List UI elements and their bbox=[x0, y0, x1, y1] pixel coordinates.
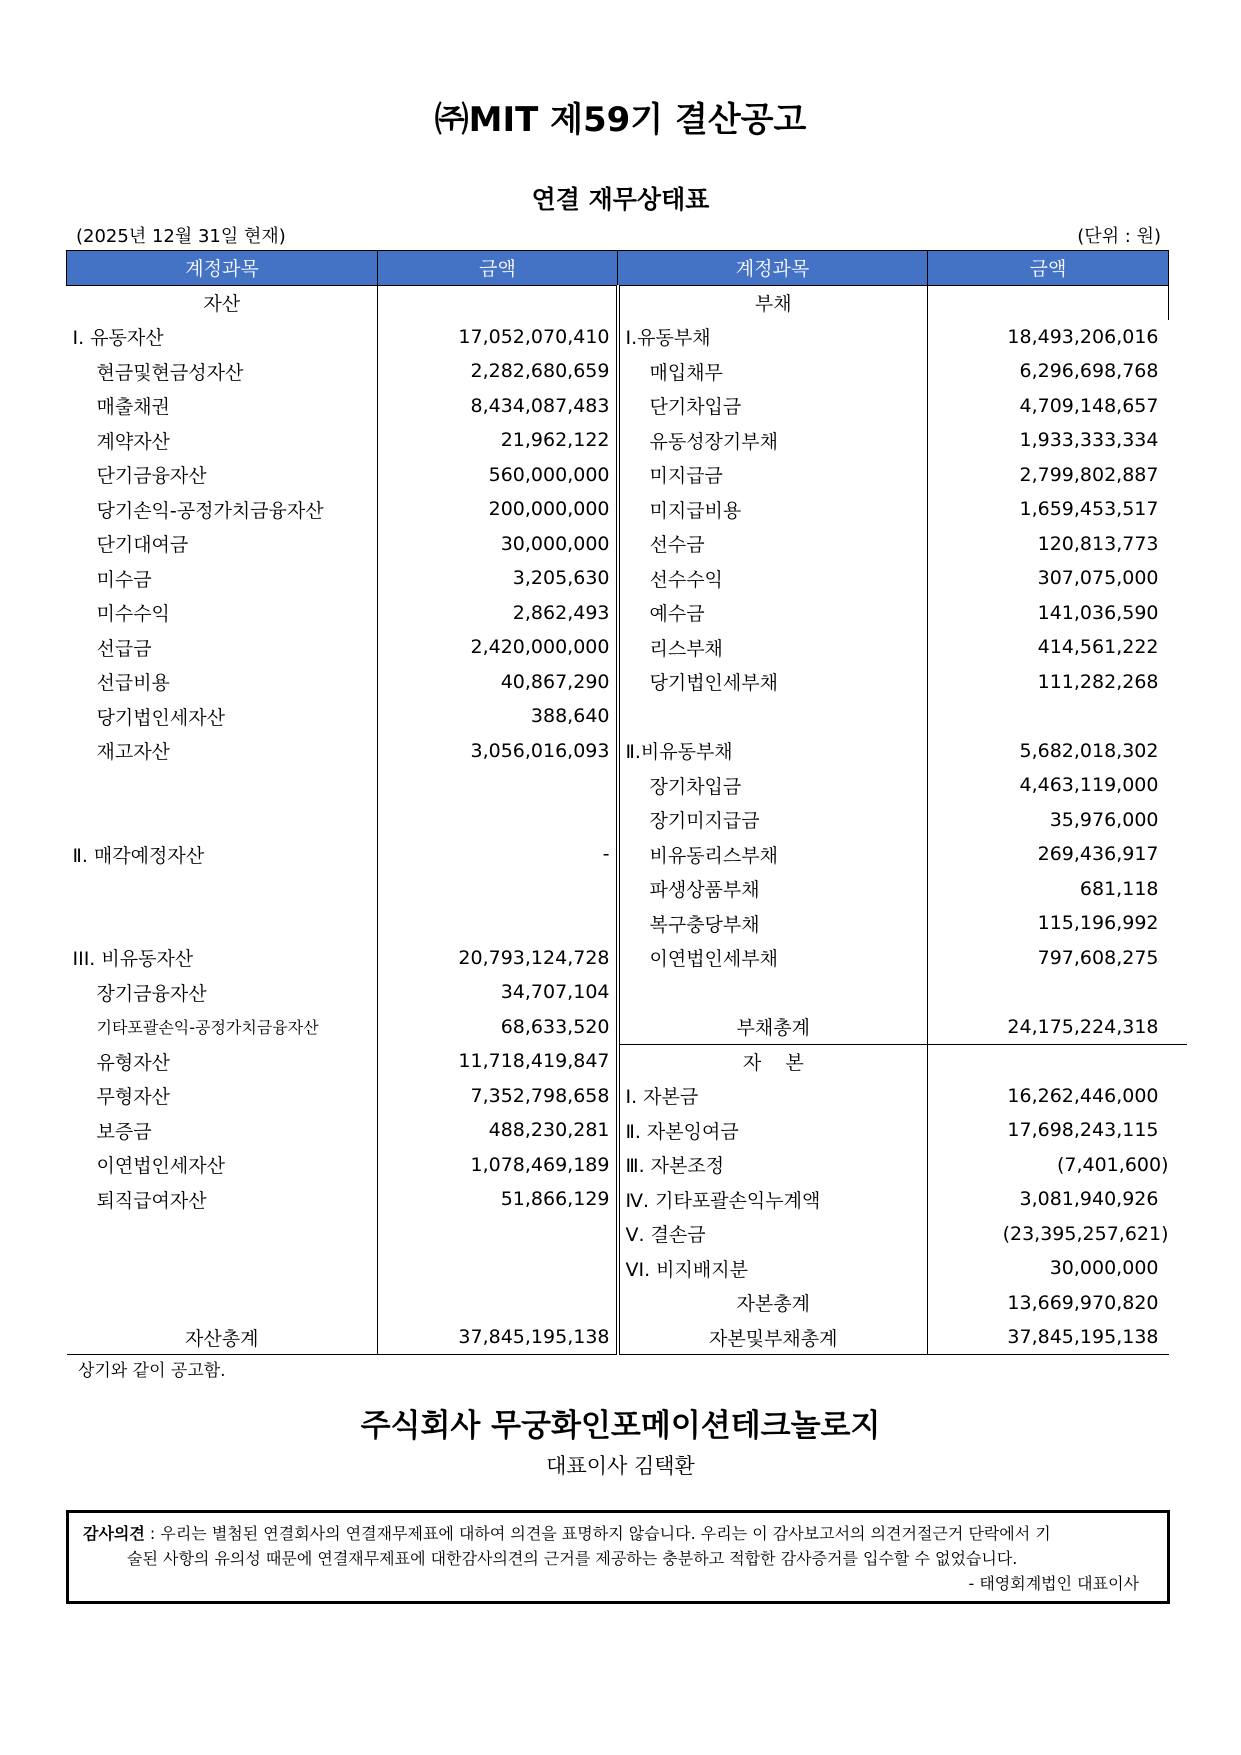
audit-signer: - 태영회계법인 대표이사 bbox=[968, 1574, 1139, 1593]
asset-account: Ⅱ. 매각예정자산 bbox=[72, 844, 205, 867]
liability-equity-amount: 4,709,148,657 bbox=[928, 389, 1169, 424]
liability-equity-amount: 111,282,268 bbox=[928, 665, 1169, 700]
liability-equity-amount: 115,196,992 bbox=[928, 906, 1169, 941]
liability-equity-account bbox=[618, 975, 928, 1010]
liability-equity-account: Ⅲ. 자본조정 bbox=[618, 1148, 928, 1183]
asset-account: 보증금 bbox=[96, 1120, 152, 1143]
spacer-cell bbox=[1169, 803, 1187, 838]
spacer-cell bbox=[1169, 941, 1187, 976]
asset-amount: 2,282,680,659 bbox=[378, 354, 618, 389]
table-row bbox=[67, 1217, 1187, 1252]
asset-amount: 51,866,129 bbox=[378, 1182, 618, 1217]
table-row bbox=[67, 906, 1187, 941]
spacer-cell bbox=[1169, 1286, 1187, 1321]
spacer-cell bbox=[1169, 975, 1187, 1010]
asset-amount: 3,205,630 bbox=[378, 561, 618, 596]
liability-equity-amount bbox=[928, 975, 1169, 1010]
spacer-cell bbox=[1169, 389, 1187, 424]
table-row bbox=[67, 630, 1187, 665]
asset-account bbox=[67, 1217, 378, 1252]
table-row bbox=[67, 1286, 1187, 1321]
liability-equity-amount: 307,075,000 bbox=[928, 561, 1169, 596]
asset-account: 현금및현금성자산 bbox=[96, 361, 244, 384]
asset-amount: 8,434,087,483 bbox=[378, 389, 618, 424]
liability-equity-account: 자본및부채총계 bbox=[618, 1320, 928, 1355]
spacer-cell bbox=[1169, 630, 1187, 665]
table-header-row bbox=[67, 251, 1187, 286]
spacer-cell bbox=[1169, 1320, 1187, 1355]
liability-equity-account bbox=[618, 699, 928, 734]
asset-amount: - bbox=[378, 837, 618, 872]
asset-amount: 20,793,124,728 bbox=[378, 941, 618, 976]
table-row bbox=[67, 837, 1187, 872]
blank-cell bbox=[378, 285, 618, 320]
spacer-cell bbox=[1169, 423, 1187, 458]
spacer-cell bbox=[1169, 1010, 1187, 1045]
liability-equity-account: 단기차입금 bbox=[618, 389, 928, 424]
asset-account: 자산총계 bbox=[67, 1320, 378, 1355]
liability-equity-account: 미지급비용 bbox=[618, 492, 928, 527]
spacer-cell bbox=[1169, 596, 1187, 631]
liability-equity-account: 파생상품부채 bbox=[618, 872, 928, 907]
table-row bbox=[67, 458, 1187, 493]
table-row bbox=[67, 389, 1187, 424]
liability-equity-account: 선수수익 bbox=[618, 561, 928, 596]
liability-equity-account: Ⅰ. 자본금 bbox=[618, 1079, 928, 1114]
asset-account: 선급비용 bbox=[96, 672, 170, 695]
asset-account bbox=[67, 768, 378, 803]
table-row bbox=[67, 1251, 1187, 1286]
table-row bbox=[67, 941, 1187, 976]
table-row bbox=[67, 699, 1187, 734]
liability-equity-amount: 37,845,195,138 bbox=[928, 1320, 1169, 1355]
table-row bbox=[67, 1320, 1187, 1355]
audit-opinion-box bbox=[66, 1510, 1170, 1604]
liability-equity-amount: 2,799,802,887 bbox=[928, 458, 1169, 493]
asset-amount: 40,867,290 bbox=[378, 665, 618, 700]
spacer-cell bbox=[1169, 320, 1187, 355]
liability-equity-amount: 30,000,000 bbox=[928, 1251, 1169, 1286]
audit-opinion-text-2: 술된 사항의 유의성 때문에 연결재무제표에 대한감사의견의 근거를 제공하는 충분하고 적합한 감사증거를 입수할 수 없었습니다. bbox=[127, 1549, 1018, 1568]
asset-account bbox=[67, 906, 378, 941]
table-row bbox=[67, 527, 1187, 562]
liabilities-section-label: 부채 bbox=[618, 285, 928, 320]
asset-account: 유형자산 bbox=[96, 1051, 170, 1074]
table-row bbox=[67, 596, 1187, 631]
liability-equity-amount: 5,682,018,302 bbox=[928, 734, 1169, 769]
table-row bbox=[67, 665, 1187, 700]
liability-equity-amount: 1,659,453,517 bbox=[928, 492, 1169, 527]
liability-equity-amount: (7,401,600) bbox=[928, 1148, 1169, 1183]
header-amount-right: 금액 bbox=[928, 251, 1169, 286]
table-row bbox=[67, 768, 1187, 803]
balance-sheet-table bbox=[66, 250, 1187, 1355]
spacer-cell bbox=[1169, 665, 1187, 700]
liability-equity-account: 리스부채 bbox=[618, 630, 928, 665]
asset-account bbox=[67, 1251, 378, 1286]
blank-cell bbox=[928, 285, 1169, 320]
liability-equity-amount bbox=[928, 699, 1169, 734]
spacer-cell bbox=[1169, 699, 1187, 734]
table-row bbox=[67, 1079, 1187, 1114]
audit-opinion-label: 감사의견 bbox=[83, 1524, 145, 1543]
asset-amount bbox=[378, 768, 618, 803]
spacer-cell bbox=[1169, 837, 1187, 872]
liability-equity-amount: 13,669,970,820 bbox=[928, 1286, 1169, 1321]
spacer-cell bbox=[1169, 527, 1187, 562]
spacer-cell bbox=[1169, 872, 1187, 907]
table-row bbox=[67, 423, 1187, 458]
spacer-cell bbox=[1169, 906, 1187, 941]
asset-amount: 3,056,016,093 bbox=[378, 734, 618, 769]
spacer-cell bbox=[1169, 1044, 1187, 1079]
liability-equity-account: 유동성장기부채 bbox=[618, 423, 928, 458]
spacer-cell bbox=[1169, 1217, 1187, 1252]
liability-equity-amount: 16,262,446,000 bbox=[928, 1079, 1169, 1114]
spacer-cell bbox=[1169, 354, 1187, 389]
liability-equity-account: 미지급금 bbox=[618, 458, 928, 493]
asset-amount bbox=[378, 1217, 618, 1252]
liability-equity-amount: 797,608,275 bbox=[928, 941, 1169, 976]
asset-amount: 2,862,493 bbox=[378, 596, 618, 631]
ceo-name: 대표이사 김택환 bbox=[546, 1454, 695, 1478]
asset-amount: 7,352,798,658 bbox=[378, 1079, 618, 1114]
asset-account: 미수금 bbox=[96, 568, 152, 591]
asset-amount: 11,718,419,847 bbox=[378, 1044, 618, 1079]
asset-amount: 37,845,195,138 bbox=[378, 1320, 618, 1355]
asset-account: 단기대여금 bbox=[96, 534, 189, 557]
asset-account: 무형자산 bbox=[96, 1086, 170, 1109]
liability-equity-account: 매입채무 bbox=[618, 354, 928, 389]
asset-amount: 560,000,000 bbox=[378, 458, 618, 493]
spacer-cell bbox=[1169, 734, 1187, 769]
liability-equity-account: 자본총계 bbox=[618, 1286, 928, 1321]
asset-account bbox=[67, 803, 378, 838]
liability-equity-account: 복구충당부채 bbox=[618, 906, 928, 941]
liability-equity-account: 부채총계 bbox=[618, 1010, 928, 1045]
asset-amount: 68,633,520 bbox=[378, 1010, 618, 1045]
liability-equity-account: 이연법인세부채 bbox=[618, 941, 928, 976]
header-account-right: 계정과목 bbox=[618, 251, 928, 286]
liability-equity-account: 당기법인세부채 bbox=[618, 665, 928, 700]
liability-equity-amount: 24,175,224,318 bbox=[928, 1010, 1169, 1045]
spacer-cell bbox=[1169, 1079, 1187, 1114]
asset-amount: 21,962,122 bbox=[378, 423, 618, 458]
liability-equity-account: 장기미지급금 bbox=[618, 803, 928, 838]
table-row bbox=[67, 734, 1187, 769]
liability-equity-amount: 6,296,698,768 bbox=[928, 354, 1169, 389]
page-title: ㈜MIT 제59기 결산공고 bbox=[434, 100, 807, 140]
liability-equity-account: 비유동리스부채 bbox=[618, 837, 928, 872]
asset-amount: 17,052,070,410 bbox=[378, 320, 618, 355]
liability-equity-amount: 18,493,206,016 bbox=[928, 320, 1169, 355]
asset-account: 장기금융자산 bbox=[96, 982, 207, 1005]
asset-account: Ⅰ. 유동자산 bbox=[72, 327, 164, 350]
header-amount-left: 금액 bbox=[378, 251, 618, 286]
table-row bbox=[67, 492, 1187, 527]
liability-equity-amount: 681,118 bbox=[928, 872, 1169, 907]
spacer-cell bbox=[1169, 458, 1187, 493]
liability-equity-account: 선수금 bbox=[618, 527, 928, 562]
asset-account: 단기금융자산 bbox=[96, 465, 207, 488]
assets-section-label: 자산 bbox=[203, 293, 241, 315]
asset-account: 선급금 bbox=[96, 637, 152, 660]
table-row bbox=[67, 561, 1187, 596]
table-row bbox=[67, 975, 1187, 1010]
spacer-cell bbox=[1169, 1182, 1187, 1217]
liability-equity-amount: 1,933,333,334 bbox=[928, 423, 1169, 458]
section-header-row bbox=[67, 285, 1187, 320]
asset-amount: 30,000,000 bbox=[378, 527, 618, 562]
asset-amount bbox=[378, 1251, 618, 1286]
liability-equity-account: Ⅳ. 기타포괄손익누계액 bbox=[618, 1182, 928, 1217]
asset-account: 퇴직급여자산 bbox=[96, 1189, 207, 1212]
audit-opinion-text-1: : 우리는 별첨된 연결회사의 연결재무제표에 대하여 의견을 표명하지 않습니다. 우리는 이 감사보고서의 의견거절근거 단락에서 기 bbox=[144, 1524, 1051, 1543]
liability-equity-amount: 141,036,590 bbox=[928, 596, 1169, 631]
asset-account: 계약자산 bbox=[96, 430, 170, 453]
table-row bbox=[67, 1148, 1187, 1183]
asset-account: 당기손익-공정가치금융자산 bbox=[96, 499, 324, 522]
liability-equity-amount: 269,436,917 bbox=[928, 837, 1169, 872]
spacer-cell bbox=[1169, 1148, 1187, 1183]
company-name: 주식회사 무궁화인포메이션테크놀로지 bbox=[360, 1408, 881, 1444]
liability-equity-account: 자 본 bbox=[618, 1044, 928, 1079]
asset-account bbox=[67, 1286, 378, 1321]
asset-amount: 1,078,469,189 bbox=[378, 1148, 618, 1183]
asset-amount bbox=[378, 872, 618, 907]
asset-amount: 200,000,000 bbox=[378, 492, 618, 527]
liability-equity-account: 예수금 bbox=[618, 596, 928, 631]
spacer-cell bbox=[1169, 561, 1187, 596]
statement-title: 연결 재무상태표 bbox=[531, 185, 710, 214]
table-row bbox=[67, 803, 1187, 838]
liability-equity-account: Ⅱ. 자본잉여금 bbox=[618, 1113, 928, 1148]
spacer-cell bbox=[1169, 1113, 1187, 1148]
liability-equity-account: VI. 비지배지분 bbox=[618, 1251, 928, 1286]
liability-equity-amount: 120,813,773 bbox=[928, 527, 1169, 562]
asset-amount bbox=[378, 906, 618, 941]
spacer-cell bbox=[1169, 492, 1187, 527]
asset-account: 매출채권 bbox=[96, 396, 170, 419]
spacer-cell bbox=[1169, 768, 1187, 803]
spacer-cell bbox=[1169, 1251, 1187, 1286]
asset-amount: 388,640 bbox=[378, 699, 618, 734]
asset-account bbox=[67, 872, 378, 907]
asset-amount bbox=[378, 1286, 618, 1321]
liability-equity-amount: 17,698,243,115 bbox=[928, 1113, 1169, 1148]
liability-equity-amount: 414,561,222 bbox=[928, 630, 1169, 665]
asset-account: 당기법인세자산 bbox=[96, 706, 225, 729]
report-date: (2025년 12월 31일 현재) bbox=[76, 226, 286, 247]
liability-equity-amount bbox=[928, 1044, 1169, 1079]
asset-amount: 34,707,104 bbox=[378, 975, 618, 1010]
table-row bbox=[67, 1044, 1187, 1079]
table-row bbox=[67, 872, 1187, 907]
liability-equity-amount: 35,976,000 bbox=[928, 803, 1169, 838]
table-row bbox=[67, 354, 1187, 389]
closing-note: 상기와 같이 공고함. bbox=[78, 1361, 226, 1381]
table-row bbox=[67, 1113, 1187, 1148]
asset-amount: 2,420,000,000 bbox=[378, 630, 618, 665]
header-account-left: 계정과목 bbox=[67, 251, 378, 286]
asset-account: 이연법인세자산 bbox=[96, 1155, 225, 1178]
liability-equity-amount: 4,463,119,000 bbox=[928, 768, 1169, 803]
currency-unit: (단위 : 원) bbox=[1077, 226, 1161, 247]
table-row bbox=[67, 1182, 1187, 1217]
liability-equity-account: Ⅱ.비유동부채 bbox=[618, 734, 928, 769]
asset-account: 미수수익 bbox=[96, 603, 170, 626]
asset-account: 재고자산 bbox=[96, 741, 170, 764]
asset-amount bbox=[378, 803, 618, 838]
liability-equity-amount: 3,081,940,926 bbox=[928, 1182, 1169, 1217]
asset-amount: 488,230,281 bbox=[378, 1113, 618, 1148]
asset-account: 기타포괄손익-공정가치금융자산 bbox=[96, 1018, 319, 1038]
asset-account: III. 비유동자산 bbox=[72, 948, 194, 971]
liability-equity-account: Ⅰ.유동부채 bbox=[618, 320, 928, 355]
table-row bbox=[67, 320, 1187, 355]
liability-equity-account: Ⅴ. 결손금 bbox=[618, 1217, 928, 1252]
liability-equity-amount: (23,395,257,621) bbox=[928, 1217, 1169, 1252]
liability-equity-account: 장기차입금 bbox=[618, 768, 928, 803]
table-row bbox=[67, 1010, 1187, 1045]
